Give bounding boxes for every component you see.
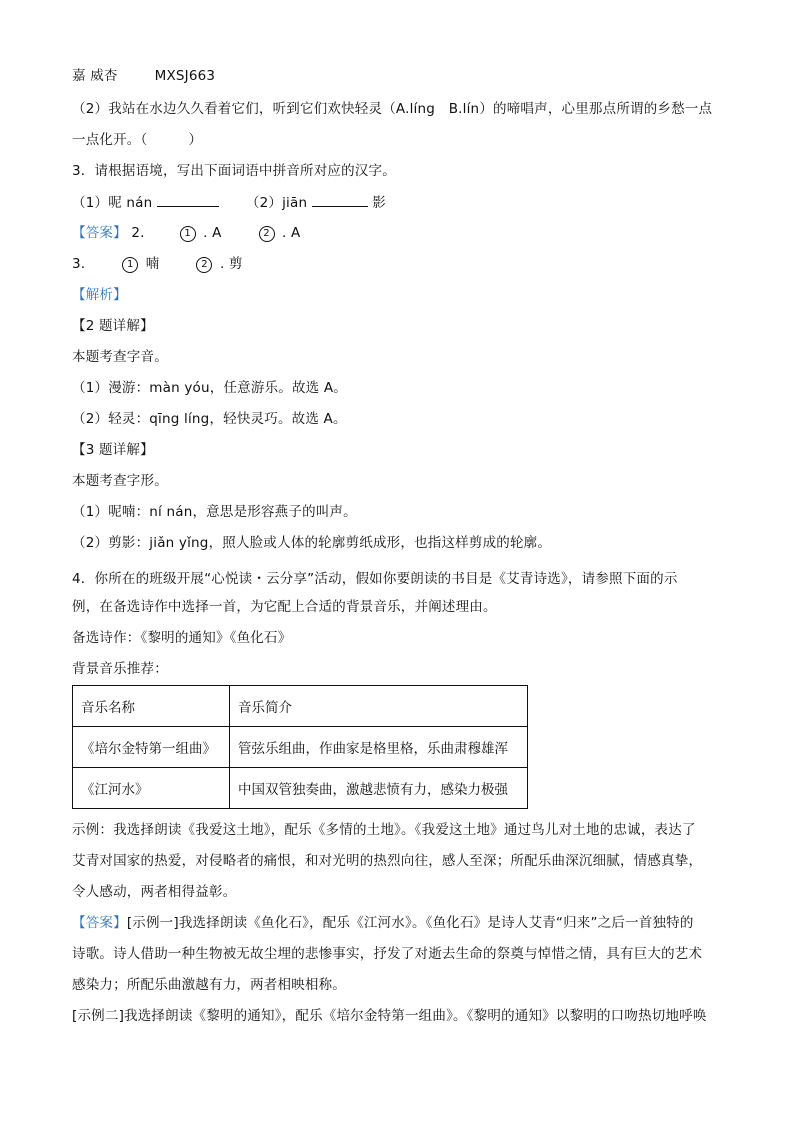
q4-answer-tag: 【答案】 (72, 915, 127, 931)
q3-part2-suffix: 影 (372, 195, 386, 211)
q3-part2-prefix: （2）jiān (245, 195, 308, 211)
answer-q3-a1: 喃 (145, 256, 160, 272)
answer-q2-a2: . A (282, 225, 301, 241)
analysis-tag: 【解析】 (72, 287, 127, 303)
q2-item2: （2）轻灵：qīng líng，轻快灵巧。故选 A。 (72, 411, 347, 427)
q4-line1: 4．你所在的班级开展“心悦读・云分享”活动，假如你要朗读的书目是《艾青诗选》，请参照下面的示 (72, 571, 678, 587)
q3-detail-title: 【3 题详解】 (72, 442, 154, 458)
answer-q2-mark2: 2 (259, 226, 275, 242)
table-row (73, 727, 528, 768)
answer-q2-mark1: 1 (180, 226, 196, 242)
table-header-row (73, 686, 528, 727)
header-words: 嘉 威杏 (72, 68, 118, 84)
q4-example-line3: 令人感动，两者相得益彰。 (72, 884, 237, 900)
q2-2-line2: 一点化开。（ ） (72, 132, 203, 148)
q2-intro: 本题考查字音。 (72, 349, 168, 365)
q4-answer-line2: 诗歌。诗人借助一种生物被无故尘埋的悲惨事实，抒发了对逝去生命的祭奠与悼惜之情，具有巨大的艺术 (72, 946, 703, 962)
music-table (72, 685, 528, 809)
q4-answer-line1 (72, 913, 694, 933)
answer-tag: 【答案】 (72, 225, 127, 241)
answer-q3-num: 3. (72, 256, 86, 272)
q4-answer-line3: 感染力；所配乐曲激越有力，两者相映相称。 (72, 977, 346, 993)
answer-q3-a2: . 剪 (219, 256, 243, 272)
q2-detail-title: 【2 题详解】 (72, 318, 154, 334)
q4-example-line1: 示例：我选择朗读《我爱这土地》，配乐《多情的土地》。《我爱这土地》通过鸟儿对土地的忠诚，表达了 (72, 822, 696, 838)
q4-line2: 例，在备选诗作中选择一首，为它配上合适的背景音乐，并阐述理由。 (72, 599, 497, 615)
answer-line-q3 (72, 254, 243, 274)
q4-example-line2: 艾青对国家的热爱，对侵略者的痛恨，和对光明的热烈向往，感人至深；所配乐曲深沉细腻，情感真挚， (72, 853, 703, 869)
q3-intro: 本题考查字形。 (72, 473, 168, 489)
q3-item1: （1）呢喃：ní nán，意思是形容燕子的叫声。 (72, 504, 357, 520)
q3-item2: （2）剪影：jiǎn yǐng，照人脸或人体的轮廓剪纸成形，也指这样剪成的轮廓。 (72, 535, 552, 551)
table-row (73, 768, 528, 809)
table-cell: 《培尔金特第一组曲》 (73, 727, 230, 768)
q3-part1-blank (157, 192, 219, 207)
table-header-cell: 音乐简介 (230, 686, 528, 727)
table-cell: 《江河水》 (73, 768, 230, 809)
q2-item1: （1）漫游：màn yóu，任意游乐。故选 A。 (72, 380, 347, 396)
answer-q2-num: 2. (131, 225, 145, 241)
answer-q3-mark2: 2 (196, 257, 212, 273)
q3-part1-prefix: （1）呢 nán (72, 195, 153, 211)
table-header-cell: 音乐名称 (73, 686, 230, 727)
header-code: MXSJ663 (154, 68, 216, 84)
answer-q3-mark1: 1 (122, 257, 138, 273)
q2-2-line1: （2）我站在水边久久看着它们，听到它们欢快轻灵（A.líng B.lín）的啼唱声，心里那点所谓的乡愁一点 (72, 101, 713, 117)
q3-parts (72, 192, 386, 213)
table-cell: 中国双管独奏曲，激越悲愤有力，感染力极强 (230, 768, 528, 809)
answer-line-q2 (72, 223, 300, 243)
q3-part2-blank (312, 192, 368, 207)
q4-answer-line1-text: [示例一]我选择朗读《鱼化石》，配乐《江河水》。《鱼化石》是诗人艾青“归来”之后一首独特的 (126, 915, 694, 931)
table-cell: 管弦乐组曲，作曲家是格里格，乐曲肃穆雄浑 (230, 727, 528, 768)
header-line (72, 66, 215, 86)
q4-music-label: 背景音乐推荐： (72, 661, 168, 677)
q3-prompt: 3．请根据语境，写出下面词语中拼音所对应的汉字。 (72, 163, 396, 179)
q4-options: 备选诗作：《黎明的通知》《鱼化石》 (72, 630, 292, 646)
q4-answer-line4: [示例二]我选择朗读《黎明的通知》，配乐《培尔金特第一组曲》。《黎明的通知》以黎明的口吻热切地呼唤 (72, 1008, 707, 1024)
answer-q2-a1: . A (203, 225, 222, 241)
